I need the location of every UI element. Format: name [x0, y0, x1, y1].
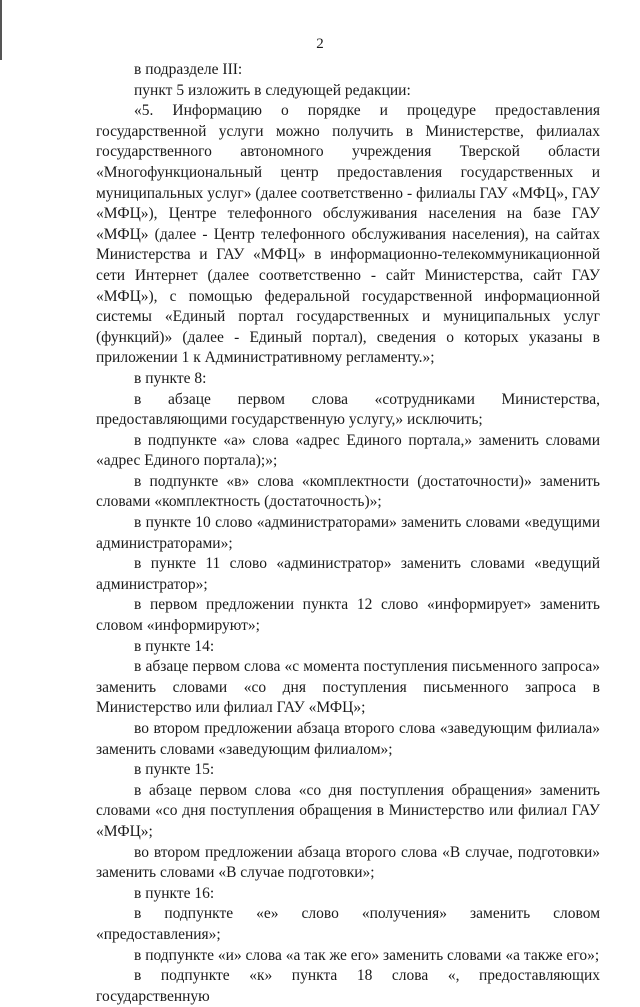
paragraph: во втором предложении абзаца второго слова «В случае, подготовки» заменить словами «В случае подготовки»; [96, 843, 600, 882]
paragraph: в абзаце первом слова «с момента поступления письменного запроса» заменить словами «со дня поступления письменного запроса в Министерство или филиал ГАУ «МФЦ»; [96, 658, 600, 717]
document-body [96, 60, 600, 1007]
paragraph: в первом предложении пункта 12 слово «информирует» заменить словом «информируют»; [96, 596, 600, 635]
paragraph: в пункте 8: [134, 369, 207, 387]
paragraph: во втором предложении абзаца второго слова «заведующим филиала» заменить словами «заведующим филиалом»; [96, 720, 600, 758]
paragraph: в абзаце первом слова «сотрудниками Министерства, предоставляющими государственную услугу,» исключить; [96, 390, 600, 429]
paragraph: в подпункте «е» слово «получения» заменить словом «предоставления»; [96, 905, 600, 943]
paragraph: в пункте 14: [134, 637, 215, 655]
page-number: 2 [316, 36, 324, 52]
paragraph: в пункте 11 слово «администратор» заменить словами «ведущий администратор»; [96, 555, 600, 593]
paragraph: в подпункте «в» слова «комплектности (достаточности)» заменить словами «комплектность (достаточность)»; [96, 472, 600, 511]
paragraph: «5. Информацию о порядке и процедуре предоставления государственной услуги можно получить в Министерстве, филиалах государственного автономного учреждения Тверской области «Многофункциональный центр предоставления государственных и муниципальных услуг» (далее соответственно - филиалы ГАУ «МФЦ», ГАУ «МФЦ»), Центре телефонного обслуживания населения на базе ГАУ «МФЦ» (далее - Центр телефонного обслуживания населения), на сайтах Министерства и ГАУ «МФЦ» в информационно-телекоммуникационной сети Интернет (далее соответственно - сайт Министерства, сайт ГАУ «МФЦ»), с помощью федеральной государственной информационной системы «Единый портал государственных и муниципальных услуг (функций)» (далее - Единый портал), сведения о которых указаны в приложении 1 к Административному регламенту.»; [96, 102, 600, 367]
paragraph: в подпункте «и» слова «а так же его» заменить словами «а также его»; [134, 946, 600, 964]
paragraph: в абзаце первом слова «со дня поступления обращения» заменить словами «со дня поступления обращения в Министерство или филиал ГАУ «МФЦ»; [96, 781, 600, 840]
paragraph: в подпункте «к» пункта 18 слова «, предоставляющих государственную [96, 967, 600, 1005]
paragraph: пункт 5 изложить в следующей редакции: [134, 81, 411, 99]
paragraph: в пункте 10 слово «администраторами» заменить словами «ведущими администраторами»; [96, 514, 600, 552]
paragraph: в подпункте «а» слова «адрес Единого портала,» заменить словами «адрес Единого портала);»; [96, 431, 600, 470]
paragraph: в пункте 15: [134, 761, 215, 779]
paragraph: в подразделе III: [134, 61, 243, 78]
paragraph: в пункте 16: [134, 884, 215, 902]
